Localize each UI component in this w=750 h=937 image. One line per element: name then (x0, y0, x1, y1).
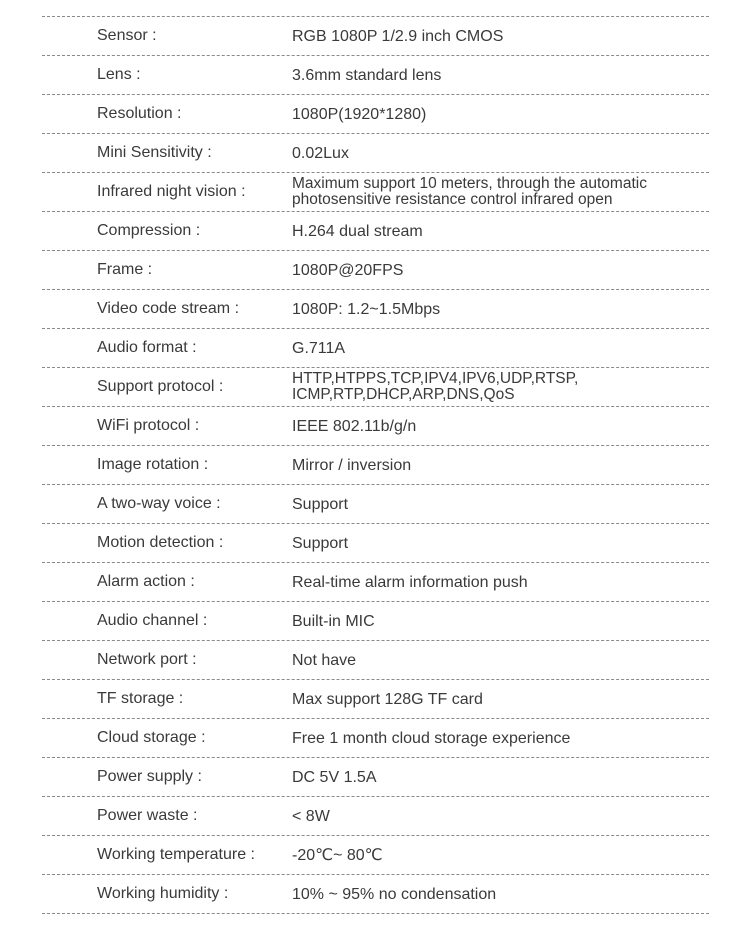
spec-row-image-rotation (42, 446, 709, 485)
spec-row-audio-channel (42, 602, 709, 641)
spec-row-compression (42, 212, 709, 251)
spec-value: 3.6mm standard lens (292, 66, 442, 84)
spec-label: WiFi protocol : (97, 417, 200, 434)
spec-label: Network port : (97, 651, 197, 668)
spec-label: Support protocol : (97, 378, 224, 395)
spec-label: Video code stream : (97, 300, 240, 317)
spec-label: Lens : (97, 66, 141, 83)
spec-label: Frame : (97, 261, 153, 278)
spec-value: 10% ~ 95% no condensation (292, 885, 497, 903)
spec-value: Support (292, 534, 349, 552)
spec-row-wifi-protocol (42, 407, 709, 446)
spec-label: Working humidity : (97, 885, 229, 902)
spec-row-mini-sensitivity (42, 134, 709, 173)
spec-value: RGB 1080P 1/2.9 inch CMOS (292, 27, 504, 45)
spec-value: 1080P@20FPS (292, 261, 404, 279)
spec-value: Built-in MIC (292, 612, 375, 630)
spec-value: Max support 128G TF card (292, 690, 483, 708)
spec-row-audio-format (42, 329, 709, 368)
spec-row-frame (42, 251, 709, 290)
spec-label: A two-way voice : (97, 495, 221, 512)
spec-row-power-waste (42, 797, 709, 836)
spec-value: 1080P: 1.2~1.5Mbps (292, 300, 441, 318)
spec-row-resolution (42, 95, 709, 134)
spec-row-lens (42, 56, 709, 95)
spec-value: Mirror / inversion (292, 456, 412, 474)
spec-label: Audio format : (97, 339, 197, 356)
spec-label: Working temperature : (97, 846, 255, 863)
spec-value: 1080P(1920*1280) (292, 105, 427, 123)
spec-row-working-humidity (42, 875, 709, 914)
spec-label: Cloud storage : (97, 729, 206, 746)
spec-label: Alarm action : (97, 573, 195, 590)
spec-label: Power waste : (97, 807, 198, 824)
spec-value: IEEE 802.11b/g/n (292, 417, 417, 435)
spec-value: -20℃~ 80℃ (292, 846, 383, 864)
spec-row-working-temperature (42, 836, 709, 875)
spec-label: TF storage : (97, 690, 184, 707)
spec-row-cloud-storage (42, 719, 709, 758)
spec-value: H.264 dual stream (292, 222, 423, 240)
spec-label: Power supply : (97, 768, 202, 785)
spec-row-motion-detection (42, 524, 709, 563)
spec-label: Infrared night vision : (97, 183, 246, 200)
spec-value: Free 1 month cloud storage experience (292, 729, 571, 747)
spec-value: G.711A (292, 339, 346, 357)
spec-row-video-code-stream (42, 290, 709, 329)
spec-row-sensor (42, 17, 709, 56)
spec-row-power-supply (42, 758, 709, 797)
spec-label: Image rotation : (97, 456, 209, 473)
spec-value: < 8W (292, 807, 330, 825)
spec-row-two-way-voice (42, 485, 709, 524)
spec-label: Resolution : (97, 105, 182, 122)
spec-label: Motion detection : (97, 534, 224, 551)
spec-value: Real-time alarm information push (292, 573, 528, 591)
spec-label: Sensor : (97, 27, 157, 44)
spec-value: Not have (292, 651, 357, 669)
spec-row-support-protocol (42, 368, 709, 407)
spec-row-alarm-action (42, 563, 709, 602)
spec-row-infrared-night-vision (42, 173, 709, 212)
spec-value: DC 5V 1.5A (292, 768, 377, 786)
spec-value: Support (292, 495, 349, 513)
spec-value: HTTP,HTPPS,TCP,IPV4,IPV6,UDP,RTSP, ICMP,RTP,DHCP,ARP,DNS,QoS (292, 370, 579, 403)
spec-table (42, 16, 709, 914)
spec-value: Maximum support 10 meters, through the automatic photosensitive resistance control infrared open (292, 175, 647, 208)
spec-label: Compression : (97, 222, 201, 239)
spec-row-tf-storage (42, 680, 709, 719)
spec-label: Mini Sensitivity : (97, 144, 212, 161)
spec-value: 0.02Lux (292, 144, 349, 162)
spec-label: Audio channel : (97, 612, 208, 629)
spec-row-network-port (42, 641, 709, 680)
